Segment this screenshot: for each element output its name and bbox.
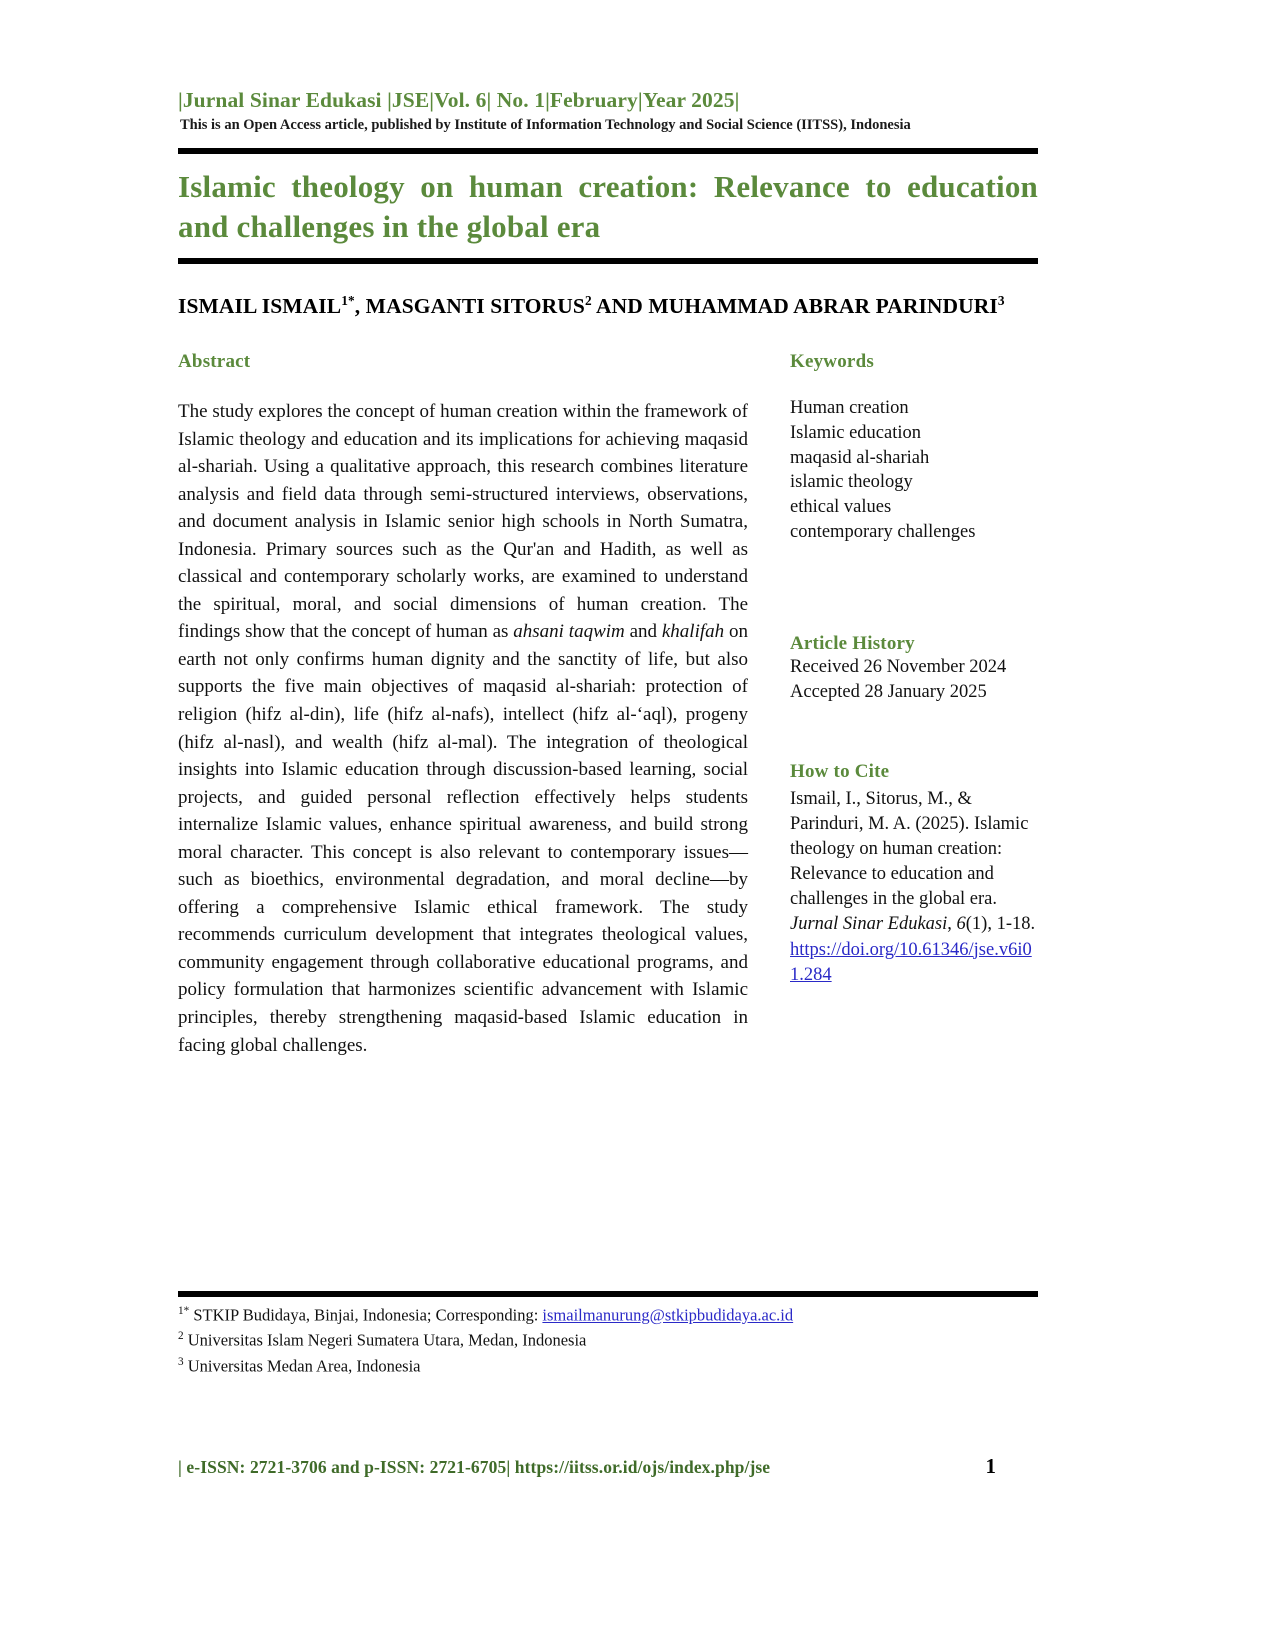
affiliation-2 (178, 1328, 1058, 1353)
page-content (178, 88, 1038, 1059)
abstract-column (178, 351, 748, 1059)
column-gutter (748, 351, 786, 1059)
citation-issue-pages: (1), 1-18. (965, 914, 1036, 935)
citation-text (790, 787, 1038, 988)
keyword-item: ethical values (790, 497, 892, 518)
affiliation-1-text: STKIP Budidaya, Binjai, Indonesia; Corresponding: (189, 1305, 543, 1325)
keyword-item: Islamic education (790, 422, 921, 443)
corresponding-email-link[interactable]: ismailmanurung@stkipbudidaya.ac.id (542, 1305, 794, 1325)
open-access-note: This is an Open Access article, published by Institute of Information Technology and Social Science (IITSS), Indonesia (180, 116, 911, 133)
article-history-block (790, 633, 1038, 705)
affiliation-3-text: Universitas Medan Area, Indonesia (183, 1356, 421, 1375)
abstract-italic-khalifah: khalifah (661, 621, 725, 643)
citation-journal-name: Jurnal Sinar Edukasi (790, 914, 948, 935)
affiliation-1 (178, 1303, 1058, 1328)
journal-masthead-line: |Jurnal Sinar Edukasi |JSE|Vol. 6| No. 1|February|Year 2025| (178, 88, 740, 112)
affiliation-3-marker: 3 (178, 1355, 184, 1368)
doi-link[interactable]: https://doi.org/10.61346/jse.v6i01.284 (790, 939, 1032, 985)
metadata-column (786, 351, 1038, 1059)
abstract-italic-ahsani-taqwim: ahsani taqwim (513, 621, 625, 643)
article-history-heading: Article History (790, 632, 915, 654)
keyword-item: islamic theology (790, 472, 913, 493)
authors-line (178, 292, 1038, 321)
title-divider (178, 258, 1038, 264)
body-columns (178, 351, 1038, 1059)
keywords-block (790, 351, 1038, 545)
masthead-divider (178, 148, 1038, 154)
article-received-date: Received 26 November 2024 (790, 656, 1007, 677)
author-3-affiliation-marker: 3 (997, 293, 1005, 309)
keyword-item: Human creation (790, 397, 909, 418)
how-to-cite-heading: How to Cite (790, 760, 890, 782)
page-footer (178, 1454, 1038, 1479)
abstract-heading: Abstract (178, 350, 251, 372)
abstract-text (178, 398, 748, 1059)
keyword-item: contemporary challenges (790, 521, 976, 542)
affiliation-2-text: Universitas Islam Negeri Sumatera Utara, Medan, Indonesia (183, 1330, 587, 1350)
author-1-name: ISMAIL ISMAIL (178, 294, 342, 319)
affiliation-2-marker: 2 (178, 1330, 184, 1343)
keyword-item: maqasid al-shariah (790, 447, 930, 468)
footnote-divider (178, 1291, 1038, 1297)
citation-volume: 6 (956, 914, 966, 935)
abstract-part-3: on earth not only confirms human dignity and the sanctity of life, but also supports the five main objectives of maqasid al-shariah: protection of religion (hifz al-din), life (hifz al-nafs), intellect (hifz al-‘aql), progeny (hifz al-nasl), and wealth (hifz al-mal). The integration of theological insights into Islamic education through discussion-based learning, social projects, and guided personal reflection effectively helps students internalize Islamic values, enhance spiritual awareness, and build strong moral character. This concept is also relevant to contemporary issues—such as bioethics, environmental degradation, and moral decline—by offering a comprehensive Islamic ethical framework. The study recommends curriculum development that integrates theological values, community engagement through collaborative educational programs, and policy formulation that harmonizes scientific advancement with Islamic principles, thereby strengthening maqasid-based Islamic education in facing global challenges. (178, 621, 748, 1056)
abstract-part-1: The study explores the concept of human creation within the framework of Islamic theology and education and its implications for achieving maqasid al-shariah. Using a qualitative approach, this research combines literature analysis and field data through semi-structured interviews, observations, and document analysis in Islamic senior high schools in North Sumatra, Indonesia. Primary sources such as the Qur'an and Hadith, as well as classical and contemporary scholarly works, are examined to understand the spiritual, moral, and social dimensions of human creation. The findings show that the concept of human as (178, 400, 748, 643)
author-1-affiliation-marker: 1* (341, 293, 355, 309)
citation-comma: , (947, 914, 957, 935)
masthead (178, 88, 1038, 134)
page-number: 1 (985, 1454, 996, 1478)
citation-main: Ismail, I., Sitorus, M., & Parinduri, M. A. (2025). Islamic theology on human creation: Relevance to education and challenges in the global era. (790, 788, 1029, 910)
affiliation-1-marker: 1* (178, 1305, 190, 1317)
article-accepted-date: Accepted 28 January 2025 (790, 681, 987, 702)
page-title: Islamic theology on human creation: Relevance to education and challenges in the global era (178, 169, 1038, 244)
author-2-affiliation-marker: 2 (584, 293, 592, 309)
issn-footer-text: | e-ISSN: 2721-3706 and p-ISSN: 2721-6705| https://iitss.or.id/ojs/index.php/jse (178, 1457, 771, 1477)
affiliation-3 (178, 1354, 1058, 1379)
keywords-list (790, 396, 1038, 545)
authors-separator-1: , MASGANTI SITORUS (354, 294, 585, 319)
abstract-part-2: and (624, 621, 662, 643)
affiliation-footnotes (178, 1303, 1058, 1379)
keywords-heading: Keywords (790, 350, 874, 372)
how-to-cite-block (790, 761, 1038, 988)
author-3-name: AND MUHAMMAD ABRAR PARINDURI (591, 294, 998, 319)
